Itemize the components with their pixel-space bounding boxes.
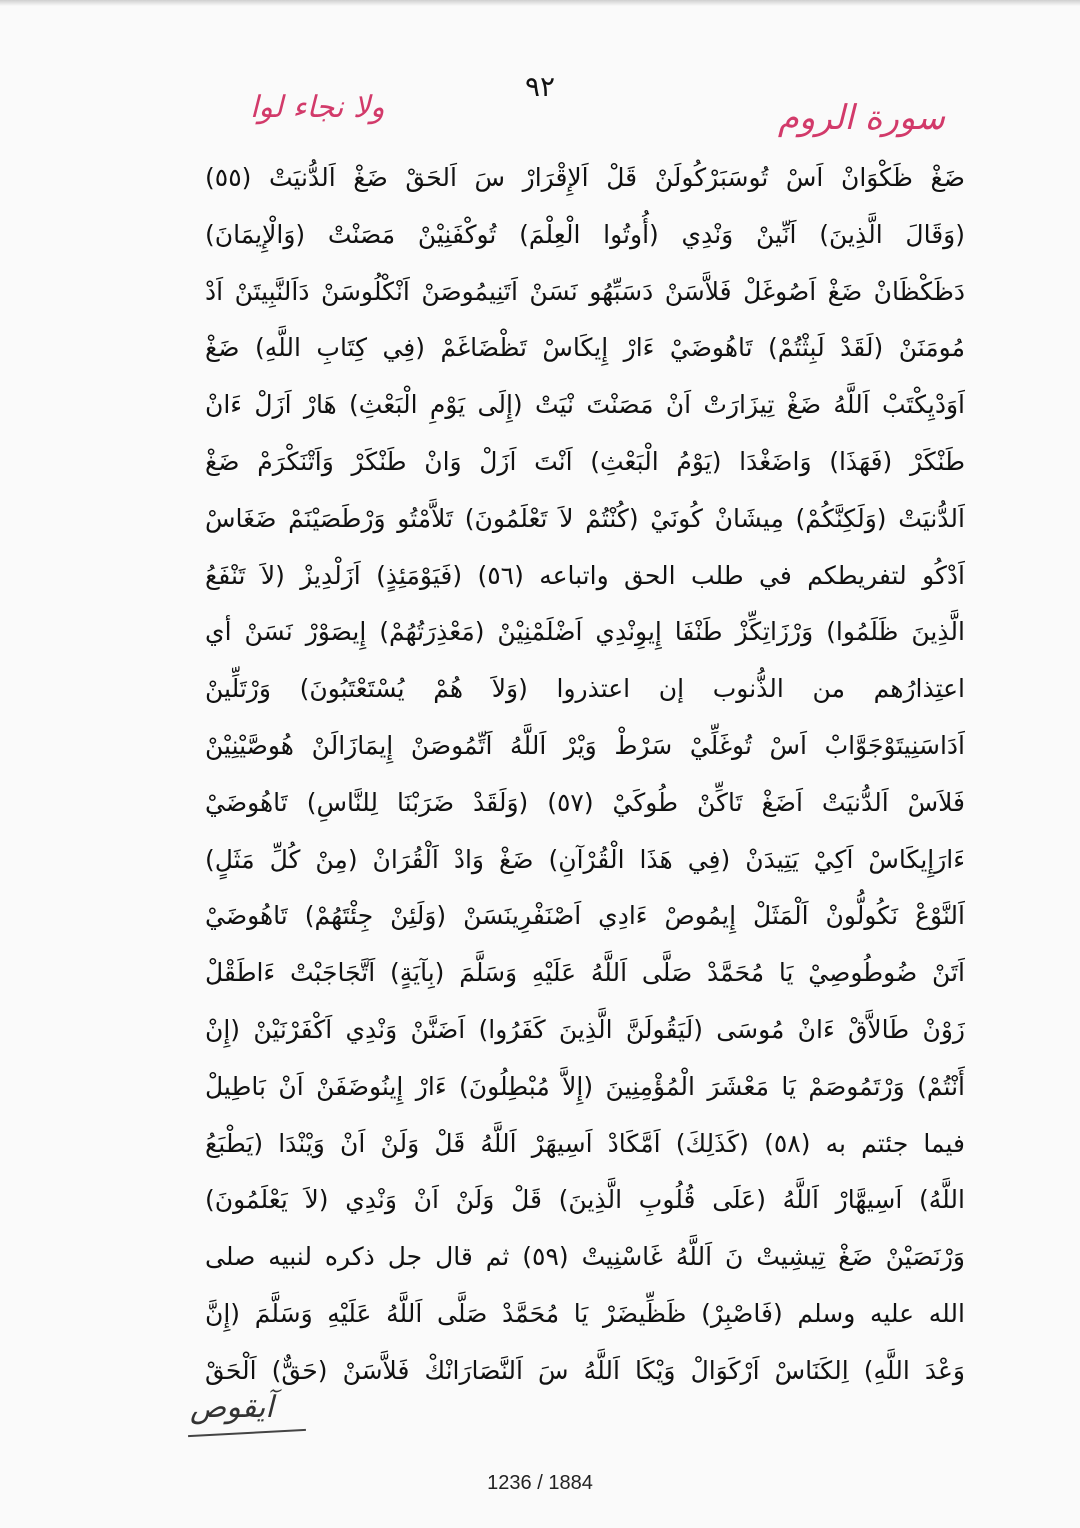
text-line: ضَغْ ظَكْوَانْ اَسْ تُوسَبَرْكُولَنْ قَلْ اَلإِقْرَارْ سَ اَلحَقْ ضَغْ اَلدُّنيَتْ (٥٥)	[205, 163, 965, 192]
margin-annotation: ولا نجاء لوا	[250, 90, 385, 125]
text-line: اَلدُّنيَتْ (وَلَكِنَّكُمْ) مِيشَانْ كُونَيْ (كُنْتُمْ لاَ تَعْلَمُونَ) تَلاَّمْتُو وَرْطَصَيْنَمْ ضَغَاسْ	[205, 503, 965, 533]
text-line: (وَقَالَ الَّذِينَ) اَنِّينْ وَنْدِي (أُوتُوا الْعِلْمَ) تُوكْفَنِيْنْ مَصَنْتْ (وَالْإِيمَانَ)	[205, 219, 965, 249]
text-line: الله عليه وسلم (فَاصْبِرْ) ظَظِّيضَرْ يَا مُحَمَّدْ صَلَّى اَللَّهُ عَلَيْهِ وَسَلَّمَ (إِنَّ	[205, 1298, 965, 1328]
text-line: وَرْنَصَيْنْ ضَغْ تِيشِيتْ نَ اَللَّهُ غَاسْنِيتْ (٥٩) ثم قال جل ذكره لنبيه صلى	[205, 1242, 965, 1272]
text-line: ءَارَإِيكَاسْ اَكِيْ يَتِيدَنْ (فِي هَذَا الْقُرْآنِ) ضَغْ وَادْ اَلْقُرَانْ (مِنْ كُلِّ مَثَلٍ)	[205, 844, 965, 874]
text-line: اَلنَّوْعْ نَكُولُّونْ اَلْمَثَلْ إِيمُوصْ ءَادِي اَصْنَفْرِينَسَنْ (وَلَئِنْ جِئْتَهُمْ) تَاهُوضَيْ	[205, 901, 965, 931]
page-number: ٩٢	[524, 70, 556, 103]
text-line: فيما جئتم به (٥٨) (كَذَلِكَ) اَمَّكَادْ اَسِيهَرْ اَللَّهُ قَلْ وَلَنْ اَنْ وَيْنْدَا (يَطْبَعُ	[205, 1128, 965, 1158]
text-line: أَنْتُمْ) وَرْتَمُوصَمْ يَا مَعْشَرَ الْمُؤْمِنِينَ (إِلاَّ مُبْطِلُونَ) ءَارْ إِينُوضَفَنْ اَنْ بَاطِيلْ	[205, 1071, 965, 1101]
text-line: مُومَنَنْ (لَقَدْ لَبِثْتُمْ) تَاهُوضَيْ ءَارْ إِيكَاسْ تَظْضَاغَمْ (فِي كِتَابِ اللَّهِ) ضَغْ	[205, 333, 965, 363]
text-line: اَدَاسَنِيتَوْجَوَّابْ اَسْ تُوغَلِّيْ سَرْطْ وَيْرْ اَللَّهُ اَتِّمُوصَنْ إِيمَازَالَنْ هُوصَّيْنِيْنْ	[205, 730, 965, 760]
catchword-underline	[188, 1429, 306, 1437]
text-line: طَنْكَرْ (فَهَذَا) وَاضَغْدَا (يَوْمُ الْبَعْثِ) اَنْتَ اَزَلْ وَانْ طَنْكَرْ وَاَتْنَكْرَمْ ضَغْ	[205, 446, 965, 476]
page-edge	[0, 0, 1080, 6]
text-line: دَظَكْظَانْ ضَغْ اَصُوغَلْ فَلاَّسَنْ دَسَبِّهُو نَسَنْ اَتَنِيمُوصَنْ اَنْكْلُوسَنْ دَاَلنَّبِيتَنْ اَدْ	[205, 276, 965, 306]
manuscript-text	[205, 150, 965, 1400]
text-line: زَوْنْ طَالاَّقْ ءَانْ مُوسَى (لَيَقُولَنَّ الَّذِينَ كَفَرُوا) اَضَنَّنْ وَنْدِي اَكْفَرْنَيْنْ (إِنْ	[205, 1014, 965, 1044]
text-line: الَّذِينَ ظَلَمُوا) وَرْزَاتِكِّزْ طَنْفَا إِيوِنْدِي اَضْلَمْنِيْنْ (مَعْذِرَتُهُمْ) إِيصَوْرْ نَسَنْ أي	[205, 617, 965, 647]
text-line: اعتِذارُهم من الذُّنوب إن اعتذروا (وَلاَ هُمْ يُسْتَعْتَبُونَ) وَرْتَلِّينْ	[205, 674, 965, 704]
text-line: فَلاَسْ اَلدُّنيَتْ اَضَغْ تَاكِّنْ طُوكَيْ (٥٧) (وَلَقَدْ ضَرَبْنَا لِلنَّاسِ) تَاهُوضَيْ	[205, 787, 965, 817]
surah-annotation: سورة الروم	[777, 98, 945, 138]
text-line: اَوَدْيِكْتَبْ اَللَّهُ ضَغْ تِيزَارَتْ اَنْ مَصَنْتَ نْيَتْ (إِلَى يَوْمِ الْبَعْثِ) هَارْ اَزَلْ ءَانْ	[205, 390, 965, 420]
handwritten-catchword: آيقوص	[190, 1390, 274, 1425]
page-counter: 1236 / 1884	[487, 1472, 593, 1494]
text-line: وَعْدَ اللَّهِ) اِلكَنَاسْ اَرْكَوَالْ وَيْكَا اَللَّهُ سَ اَلنَّصَارَانْكْ فَلاَّسَنْ (حَقٌّ) اَلْحَقْ	[205, 1355, 965, 1385]
text-line: اَدْكُو لتفريطكم في طلب الحق واتباعه (٥٦) (فَيَوْمَئِذٍ) اَزَلْدِيزْ (لاَ تَنْفَعُ	[205, 560, 965, 590]
text-line: اللَّهُ) اَسِيهَّارْ اَللَّهُ (عَلَى قُلُوبِ الَّذِينَ) قَلْ وَلَنْ اَنْ وَنْدِي (لاَ يَعْلَمُونَ)	[205, 1185, 965, 1215]
text-line: اَتَنْ ضُوطُوصِيْ يَا مُحَمَّدْ صَلَّى اَللَّهُ عَلَيْهِ وَسَلَّمَ (بِآيَةٍ) اَتَّجَاجَبْتْ ءَاطَقْلْ	[205, 958, 965, 988]
